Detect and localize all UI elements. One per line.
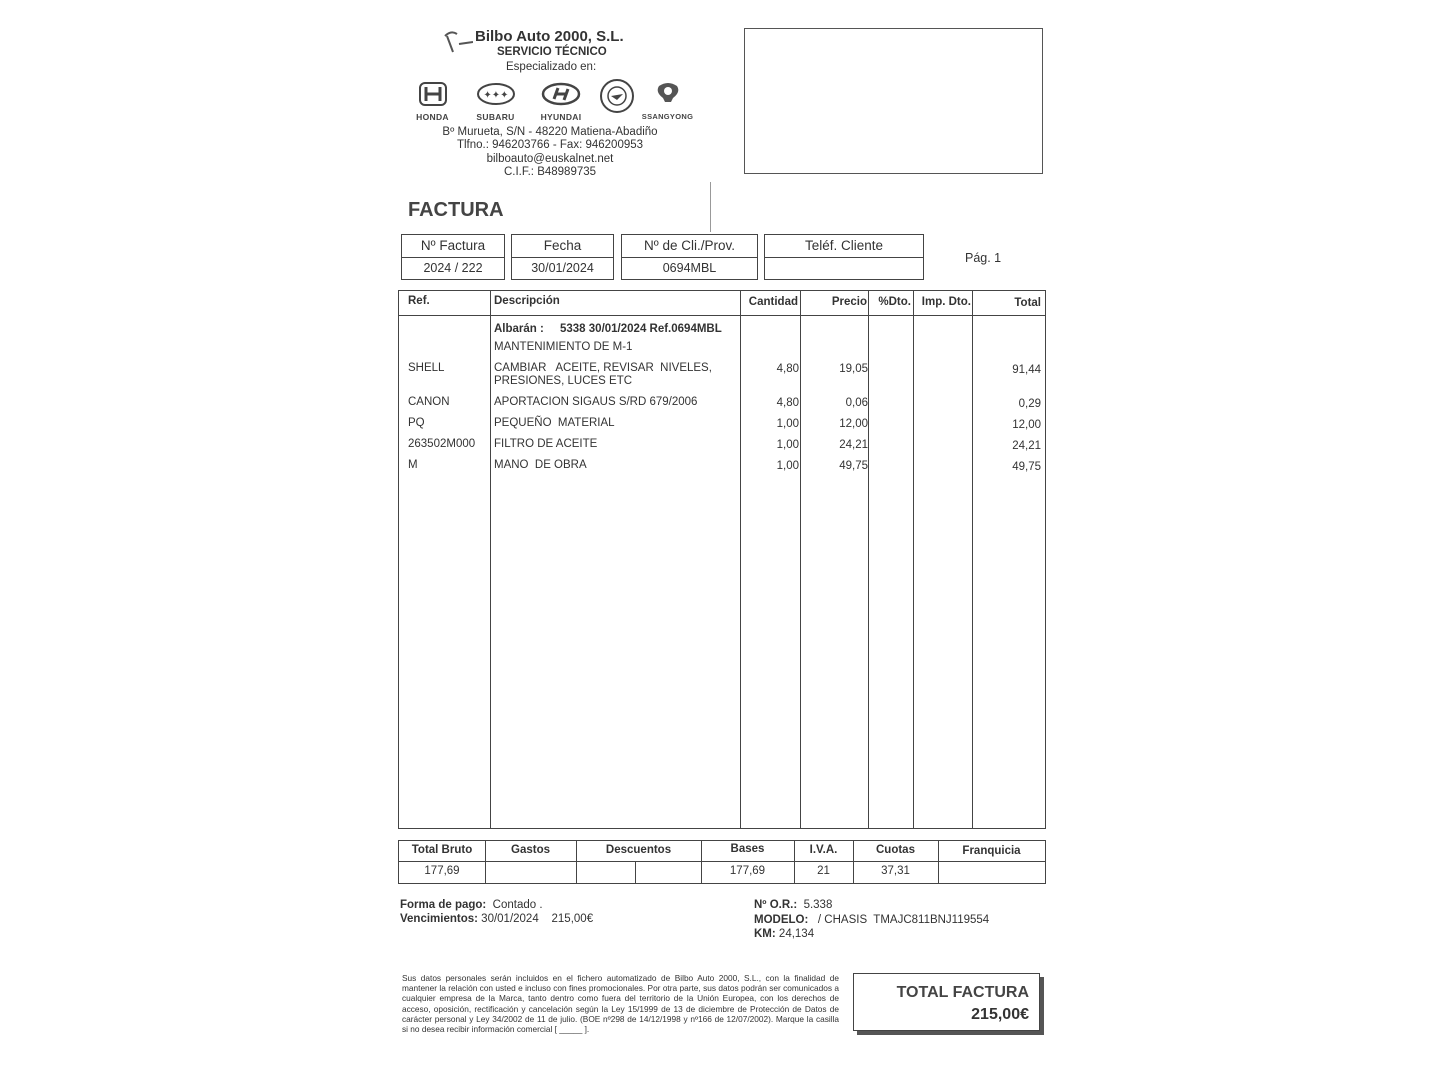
client-phone-label: Teléf. Cliente bbox=[765, 235, 923, 258]
ssangyong-logo-icon bbox=[640, 82, 695, 121]
brand-label: SSANGYONG bbox=[641, 112, 694, 121]
grand-total-value: 215,00€ bbox=[971, 1006, 1029, 1023]
row-price: 12,00 bbox=[839, 418, 868, 430]
vehicle-info bbox=[754, 898, 989, 942]
page-number: Pág. 1 bbox=[965, 251, 1002, 265]
grand-total-label: TOTAL FACTURA bbox=[896, 984, 1029, 1001]
column-divider bbox=[868, 291, 869, 828]
row-description: MANO DE OBRA bbox=[494, 459, 587, 471]
row-quantity: 1,00 bbox=[776, 439, 799, 451]
column-divider bbox=[913, 291, 914, 828]
brand-logos bbox=[405, 82, 695, 122]
km-value: 24,134 bbox=[778, 928, 815, 940]
skoda-logo-icon bbox=[597, 78, 637, 119]
section-title: MANTENIMIENTO DE M-1 bbox=[494, 341, 633, 353]
due-label: Vencimientos: bbox=[400, 913, 478, 925]
specialized-label: Especializado en: bbox=[506, 61, 597, 73]
column-divider bbox=[635, 861, 636, 883]
payment-method-label: Forma de pago: bbox=[400, 899, 487, 911]
invoice-number-label: Nº Factura bbox=[402, 235, 504, 258]
brand-label: HYUNDAI bbox=[540, 112, 582, 122]
row-price: 0,06 bbox=[845, 397, 868, 409]
quotas-label: Cuotas bbox=[876, 844, 915, 856]
row-total: 12,00 bbox=[1012, 419, 1041, 431]
company-contact bbox=[420, 126, 680, 179]
model-label: MODELO: bbox=[754, 913, 809, 926]
client-address-box bbox=[744, 28, 1043, 174]
col-header-discount-pct: %Dto. bbox=[878, 296, 911, 308]
col-header-description: Descripción bbox=[494, 295, 560, 307]
header-divider bbox=[399, 861, 1045, 862]
row-price: 49,75 bbox=[839, 460, 868, 472]
col-header-ref: Ref. bbox=[408, 295, 430, 307]
or-value: 5.338 bbox=[803, 899, 833, 911]
row-ref: SHELL bbox=[408, 362, 445, 374]
total-gross-value: 177,69 bbox=[424, 865, 460, 877]
row-total: 91,44 bbox=[1012, 364, 1041, 376]
column-divider bbox=[800, 291, 801, 828]
company-email: bilboauto@euskalnet.net bbox=[486, 152, 614, 165]
row-price: 24,21 bbox=[839, 439, 868, 451]
date-box bbox=[511, 234, 614, 280]
row-description: CAMBIAR ACEITE, REVISAR NIVELES, bbox=[494, 362, 712, 374]
row-quantity: 4,80 bbox=[776, 363, 799, 375]
payment-info bbox=[400, 898, 593, 926]
discounts-label: Descuentos bbox=[605, 844, 672, 856]
bases-label: Bases bbox=[730, 843, 765, 855]
totals-table bbox=[398, 840, 1046, 884]
row-total: 0,29 bbox=[1018, 398, 1041, 410]
company-cif: C.I.F.: B48989735 bbox=[503, 165, 597, 178]
client-phone-box bbox=[764, 234, 924, 280]
albaran-label: Albarán : bbox=[494, 323, 544, 335]
col-header-price: Precio bbox=[831, 296, 867, 308]
payment-method-value: Contado . bbox=[492, 899, 543, 911]
client-phone-value bbox=[765, 258, 923, 279]
row-total: 24,21 bbox=[1012, 440, 1041, 452]
deductible-label: Franquicia bbox=[962, 845, 1021, 857]
date-label: Fecha bbox=[512, 235, 613, 258]
vat-label: I.V.A. bbox=[809, 844, 838, 856]
grand-total-box bbox=[853, 973, 1040, 1031]
line-items-table bbox=[398, 290, 1046, 829]
row-price: 19,05 bbox=[839, 363, 868, 375]
scan-line bbox=[710, 182, 711, 232]
row-description: APORTACION SIGAUS S/RD 679/2006 bbox=[494, 396, 698, 408]
row-description: PEQUEÑO MATERIAL bbox=[494, 417, 615, 429]
total-gross-label: Total Bruto bbox=[411, 844, 473, 856]
row-ref: M bbox=[408, 459, 418, 471]
client-number-label: Nº de Cli./Prov. bbox=[622, 235, 757, 258]
privacy-notice: Sus datos personales serán incluidos en el fichero automatizado de Bilbo Auto 2000, S.L., con la finalidad de mantener la relación con usted e incluso con fines promocionales. Por otra parte, sus datos podrán ser comunicados a cualquier empresa de la Marca, tanto dentro como fuera del territorio de la Unión Europea, con los derechos de acceso, oposición, rectificación y cancelación según la Ley 15/1999 de 13 de diciembre de Protección de Datos de carácter personal y Ley 34/2002 de 11 de julio. (BOE nº298 de 14/12/1998 y nº166 de 12/07/2002). Marque la casilla si no desea recibir información comercial [ _____ ]. bbox=[402, 973, 839, 1035]
row-ref: 263502M000 bbox=[408, 438, 476, 450]
hyundai-logo-icon bbox=[532, 82, 590, 122]
due-date: 30/01/2024 bbox=[481, 913, 539, 925]
row-ref: CANON bbox=[408, 396, 450, 408]
row-quantity: 1,00 bbox=[776, 460, 799, 472]
column-divider bbox=[972, 291, 973, 828]
or-label: Nº O.R.: bbox=[754, 899, 798, 911]
document-title: FACTURA bbox=[408, 199, 504, 221]
svg-text:✦✦✦: ✦✦✦ bbox=[482, 90, 509, 101]
due-amount: 215,00€ bbox=[551, 913, 594, 925]
date-value: 30/01/2024 bbox=[531, 261, 594, 275]
row-ref: PQ bbox=[408, 417, 425, 429]
bases-value: 177,69 bbox=[729, 865, 766, 877]
row-total: 49,75 bbox=[1012, 461, 1041, 473]
company-phone: Tlfno.: 946203766 - Fax: 946200953 bbox=[456, 139, 644, 152]
brand-label: HONDA bbox=[416, 112, 449, 122]
column-divider bbox=[490, 291, 491, 828]
header-divider bbox=[399, 315, 1045, 316]
vat-value: 21 bbox=[817, 865, 830, 877]
invoice-number-value: 2024 / 222 bbox=[423, 261, 483, 275]
invoice-number-box bbox=[401, 234, 505, 280]
subaru-logo-icon bbox=[468, 82, 523, 122]
albaran-value: 5338 30/01/2024 Ref.0694MBL bbox=[560, 323, 722, 335]
client-number-box bbox=[621, 234, 758, 280]
quotas-value: 37,31 bbox=[881, 865, 910, 877]
col-header-total: Total bbox=[1014, 297, 1041, 309]
honda-logo-icon bbox=[405, 82, 460, 122]
col-header-quantity: Cantidad bbox=[748, 296, 798, 308]
expenses-label: Gastos bbox=[511, 844, 550, 856]
brand-label: SUBARU bbox=[476, 112, 515, 122]
row-description-cont: PRESIONES, LUCES ETC bbox=[494, 375, 633, 387]
col-header-discount-amount: Imp. Dto. bbox=[921, 296, 971, 308]
client-number-value: 0694MBL bbox=[662, 261, 717, 275]
column-divider bbox=[740, 291, 741, 828]
row-quantity: 1,00 bbox=[776, 418, 799, 430]
row-description: FILTRO DE ACEITE bbox=[494, 438, 598, 450]
model-value: / CHASIS TMAJC811BNJ119554 bbox=[817, 913, 990, 926]
company-name: Bilbo Auto 2000, S.L. bbox=[475, 28, 624, 45]
company-address: Bº Murueta, S/N - 48220 Matiena-Abadiño bbox=[442, 126, 658, 138]
scan-artifact-icon bbox=[443, 30, 473, 58]
company-subtitle: SERVICIO TÉCNICO bbox=[497, 46, 607, 58]
km-label: KM: bbox=[754, 928, 776, 940]
row-quantity: 4,80 bbox=[776, 397, 799, 409]
